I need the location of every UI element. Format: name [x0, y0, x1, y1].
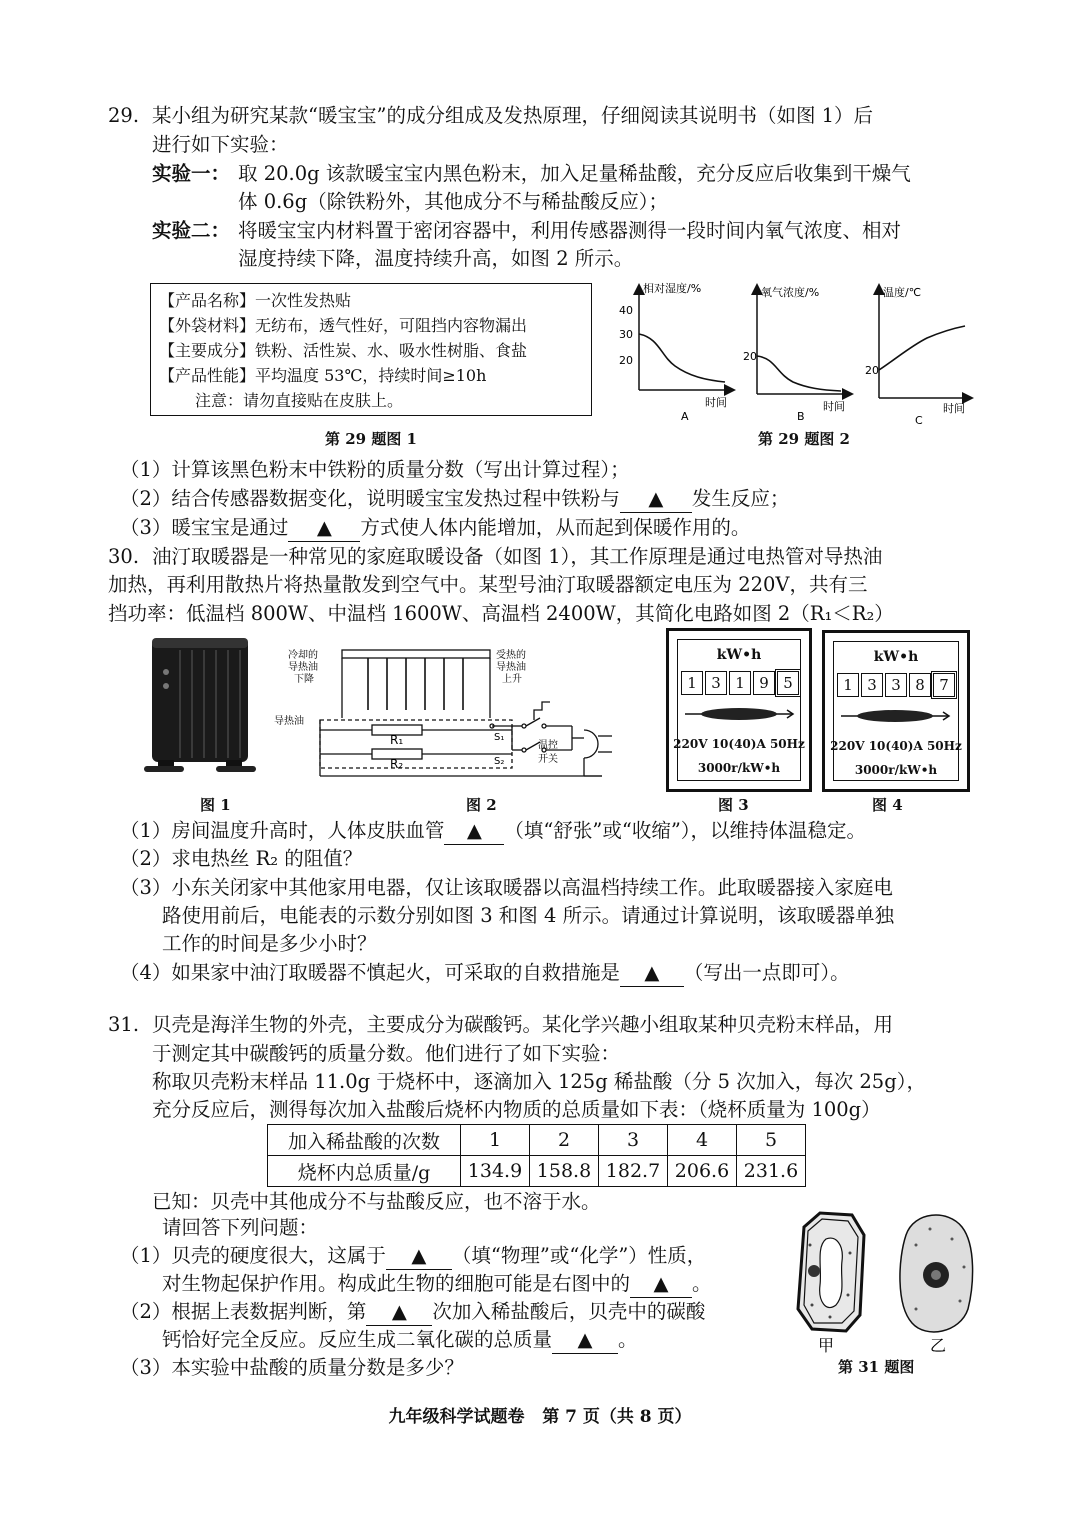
table-cell: 231.6 — [737, 1156, 806, 1187]
circuit-cold-oil-3: 下降 — [294, 674, 314, 685]
meter4-rate: 3000r/kW•h — [854, 763, 938, 777]
q29-fig2-caption: 第 29 题图 2 — [758, 430, 850, 448]
meter4-digits — [837, 673, 957, 697]
graph-c-ylabel: 温度/℃ — [883, 286, 922, 299]
cell-label-jia: 甲 — [818, 1336, 835, 1355]
q30-sub3-line1: （3）小东关闭家中其他家用电器，仅让该取暖器以高温档持续工作。此取暖器接入家庭电 — [120, 876, 893, 899]
page-footer: 九年级科学试题卷 第 7 页（共 8 页） — [388, 1407, 692, 1427]
q31-sub2b: 钙恰好完全反应。反应生成二氧化碳的总质量 ▲ 。 — [162, 1327, 638, 1354]
graph-a-curve — [639, 334, 725, 382]
q29-exp2-label: 实验二： — [152, 219, 231, 242]
graph-c-tick-20: 20 — [865, 364, 879, 377]
table-cell: 1 — [461, 1125, 530, 1156]
table-cell: 4 — [668, 1125, 737, 1156]
label-line-material: 【外袋材料】无纺布，透气性好，可阻挡内容物漏出 — [159, 316, 528, 335]
table-cell: 5 — [737, 1125, 806, 1156]
answer-blank[interactable]: ▲ — [386, 1243, 452, 1270]
table-cell: 134.9 — [461, 1156, 530, 1187]
table-cell: 2 — [530, 1125, 599, 1156]
graph-b-tick-20: 20 — [743, 350, 757, 363]
q31-sub3: （3）本实验中盐酸的质量分数是多少？ — [120, 1356, 464, 1379]
q30-sub1: （1）房间温度升高时，人体皮肤血管 ▲ （填“舒张”或“收缩”），以维持体温稳定。 — [120, 818, 866, 845]
answer-blank[interactable]: ▲ — [620, 960, 684, 987]
meter4-digit: 8 — [909, 673, 931, 697]
table-cell: 158.8 — [530, 1156, 599, 1187]
meter3-digit: 1 — [729, 671, 751, 695]
circuit-cold-oil-1: 冷却的 — [288, 650, 318, 661]
q30-meter-fig4 — [822, 630, 970, 792]
meter4-unit: kW•h — [873, 649, 919, 665]
q29-fig1-caption: 第 29 题图 1 — [325, 430, 417, 448]
graph-b-curve — [757, 356, 841, 391]
label-line-caution: 注意：请勿直接贴在皮肤上。 — [195, 391, 404, 410]
graph-a-tag: A — [681, 410, 689, 423]
q29-exp1-label: 实验一： — [152, 162, 231, 185]
plant-cell-image — [798, 1213, 864, 1331]
graph-c-curve — [879, 326, 965, 370]
circuit-oil-label: 导热油 — [274, 716, 304, 727]
circuit-s2-label: S₂ — [494, 756, 505, 767]
q29-intro-line1: 某小组为研究某款“暖宝宝”的成分组成及发热原理，仔细阅读其说明书（如图 1）后 — [152, 104, 874, 127]
q30-fig3-caption: 图 3 — [718, 796, 749, 814]
graph-a-ylabel: 相对湿度/% — [643, 282, 702, 295]
meter3-digit: 5 — [777, 671, 799, 695]
q30-sub2: （2）求电热丝 R₂ 的阻值？ — [120, 847, 363, 870]
table-header-cell: 加入稀盐酸的次数 — [268, 1125, 461, 1156]
meter4-digit: 1 — [837, 673, 859, 697]
q29-sub1: （1）计算该黑色粉末中铁粉的质量分数（写出计算过程）； — [120, 458, 630, 481]
answer-blank[interactable]: ▲ — [366, 1299, 432, 1326]
table-header-cell: 烧杯内总质量/g — [268, 1156, 461, 1187]
graph-b — [743, 285, 851, 423]
meter3-digit: 3 — [705, 671, 727, 695]
q31-sub2: （2）根据上表数据判断，第 ▲ 次加入稀盐酸后，贝壳中的碳酸 — [120, 1299, 705, 1326]
q31-data-table — [267, 1124, 806, 1187]
q30-sub4: （4）如果家中油汀取暖器不慎起火，可采取的自救措施是 ▲ （写出一点即可）。 — [120, 960, 850, 987]
graph-a-xlabel: 时间 — [705, 396, 727, 409]
q30-fig2-caption: 图 2 — [466, 796, 497, 814]
animal-cell-image — [900, 1215, 973, 1332]
answer-blank[interactable]: ▲ — [630, 1271, 692, 1298]
graph-c-tag: C — [915, 414, 923, 427]
label-line-ingredients: 【主要成分】铁粉、活性炭、水、吸水性树脂、食盐 — [159, 341, 528, 360]
circuit-switch-label-1: 温控 — [538, 740, 558, 751]
graph-a-tick-20: 20 — [619, 354, 633, 367]
meter3-unit: kW•h — [716, 647, 762, 663]
answer-blank[interactable]: ▲ — [288, 515, 360, 542]
meter4-digit: 3 — [861, 673, 883, 697]
meter4-disc — [839, 705, 951, 727]
q30-circuit-diagram — [272, 640, 642, 785]
q29-sub2: （2）结合传感器数据变化，说明暖宝宝发热过程中铁粉与 ▲ 发生反应； — [120, 486, 789, 513]
graph-b-xlabel: 时间 — [823, 400, 845, 413]
q31-ask: 请回答下列问题： — [162, 1216, 319, 1239]
label-line-performance: 【产品性能】平均温度 53℃，持续时间≥10h — [159, 366, 487, 385]
graph-a-tick-40: 40 — [619, 304, 633, 317]
meter4-spec: 220V 10(40)A 50Hz — [830, 739, 962, 753]
q29-number: 29. — [108, 104, 140, 127]
q31-sub1b: 对生物起保护作用。构成此生物的细胞可能是右图中的 ▲ 。 — [162, 1271, 712, 1298]
table-row — [268, 1125, 806, 1156]
q29-exp1-line1: 取 20.0g 该款暖宝宝内黑色粉末，加入足量稀盐酸，充分反应后收集到干燥气 — [238, 162, 911, 185]
q31-sub1: （1）贝壳的硬度很大，这属于 ▲ （填“物理”或“化学”）性质， — [120, 1243, 706, 1270]
answer-blank[interactable]: ▲ — [552, 1327, 618, 1354]
q30-fig4-caption: 图 4 — [872, 796, 903, 814]
circuit-hot-oil-1: 受热的 — [496, 650, 526, 661]
q31-intro-line3: 称取贝壳粉末样品 11.0g 于烧杯中，逐滴加入 125g 稀盐酸（分 5 次加入，每次 25g）， — [152, 1070, 926, 1093]
meter3-digit: 1 — [681, 671, 703, 695]
table-cell: 182.7 — [599, 1156, 668, 1187]
circuit-cold-oil-2: 导热油 — [288, 662, 318, 673]
cell-label-yi: 乙 — [930, 1336, 947, 1355]
meter4-digit: 7 — [933, 673, 955, 697]
q29-intro-line2: 进行如下实验： — [152, 133, 289, 156]
answer-blank[interactable]: ▲ — [620, 486, 692, 513]
circuit-r1-label: R₁ — [390, 733, 404, 747]
graph-a — [619, 281, 733, 423]
label-line-name: 【产品名称】一次性发热贴 — [159, 291, 352, 310]
q31-known: 已知：贝壳中其他成分不与盐酸反应，也不溶于水。 — [152, 1190, 601, 1213]
q29-exp2-line1: 将暖宝宝内材料置于密闭容器中，利用传感器测得一段时间内氧气浓度、相对 — [238, 219, 902, 242]
q29-exp1-line2: 体 0.6g（除铁粉外，其他成分不与稀盐酸反应）； — [238, 190, 668, 213]
circuit-hot-oil-2: 导热油 — [496, 662, 526, 673]
circuit-hot-oil-3: 上升 — [502, 674, 522, 685]
q30-intro-line2: 加热，再利用散热片将热量散发到空气中。某型号油汀取暖器额定电压为 220V，共有三 — [108, 573, 868, 596]
meter3-digits — [681, 671, 801, 695]
q31-number: 31. — [108, 1013, 140, 1036]
graph-a-tick-30: 30 — [619, 328, 633, 341]
graph-b-tag: B — [797, 410, 805, 423]
q31-fig-caption: 第 31 题图 — [838, 1358, 915, 1376]
q29-exp2-line2: 湿度持续下降，温度持续升高，如图 2 所示。 — [238, 247, 634, 270]
q31-intro-line1: 贝壳是海洋生物的外壳，主要成分为碳酸钙。某化学兴趣小组取某种贝壳粉末样品，用 — [152, 1013, 894, 1036]
table-cell: 3 — [599, 1125, 668, 1156]
q30-heater-image — [140, 630, 260, 780]
meter3-spec: 220V 10(40)A 50Hz — [673, 737, 805, 751]
q29-product-label-box — [150, 283, 592, 416]
q30-intro-line1: 油汀取暖器是一种常见的家庭取暖设备（如图 1），其工作原理是通过电热管对导热油 — [152, 545, 883, 568]
q31-intro-line2: 于测定其中碳酸钙的质量分数。他们进行了如下实验： — [152, 1042, 621, 1065]
meter3-rate: 3000r/kW•h — [697, 761, 781, 775]
meter3-digit: 9 — [753, 671, 775, 695]
meter3-disc — [683, 703, 795, 725]
table-cell: 206.6 — [668, 1156, 737, 1187]
q30-intro-line3: 挡功率：低温档 800W、中温档 1600W、高温档 2400W，其简化电路如图 2（R₁＜R₂） — [108, 602, 894, 625]
q30-sub3-line3: 工作的时间是多少小时？ — [162, 932, 377, 955]
graph-b-ylabel: 氧气浓度/% — [761, 286, 820, 299]
circuit-switch-label-2: 开关 — [538, 754, 558, 765]
q31-intro-line4: 充分反应后，测得每次加入盐酸后烧杯内物质的总质量如下表：（烧杯质量为 100g） — [152, 1098, 881, 1121]
q30-number: 30. — [108, 545, 140, 568]
q30-meter-fig3 — [666, 628, 812, 792]
meter4-digit: 3 — [885, 673, 907, 697]
graph-c — [865, 285, 971, 427]
q31-cell-figure — [790, 1205, 980, 1355]
answer-blank[interactable]: ▲ — [444, 818, 504, 845]
q29-sub3: （3）暖宝宝是通过 ▲ 方式使人体内能增加，从而起到保暖作用的。 — [120, 515, 750, 542]
circuit-r2-label: R₂ — [390, 757, 404, 771]
circuit-s1-label: S₁ — [494, 732, 505, 743]
q30-fig1-caption: 图 1 — [200, 796, 231, 814]
table-row — [268, 1156, 806, 1187]
q29-graphs — [615, 278, 975, 428]
graph-c-xlabel: 时间 — [943, 402, 965, 415]
q30-sub3-line2: 路使用前后，电能表的示数分别如图 3 和图 4 所示。请通过计算说明，该取暖器单独 — [162, 904, 895, 927]
